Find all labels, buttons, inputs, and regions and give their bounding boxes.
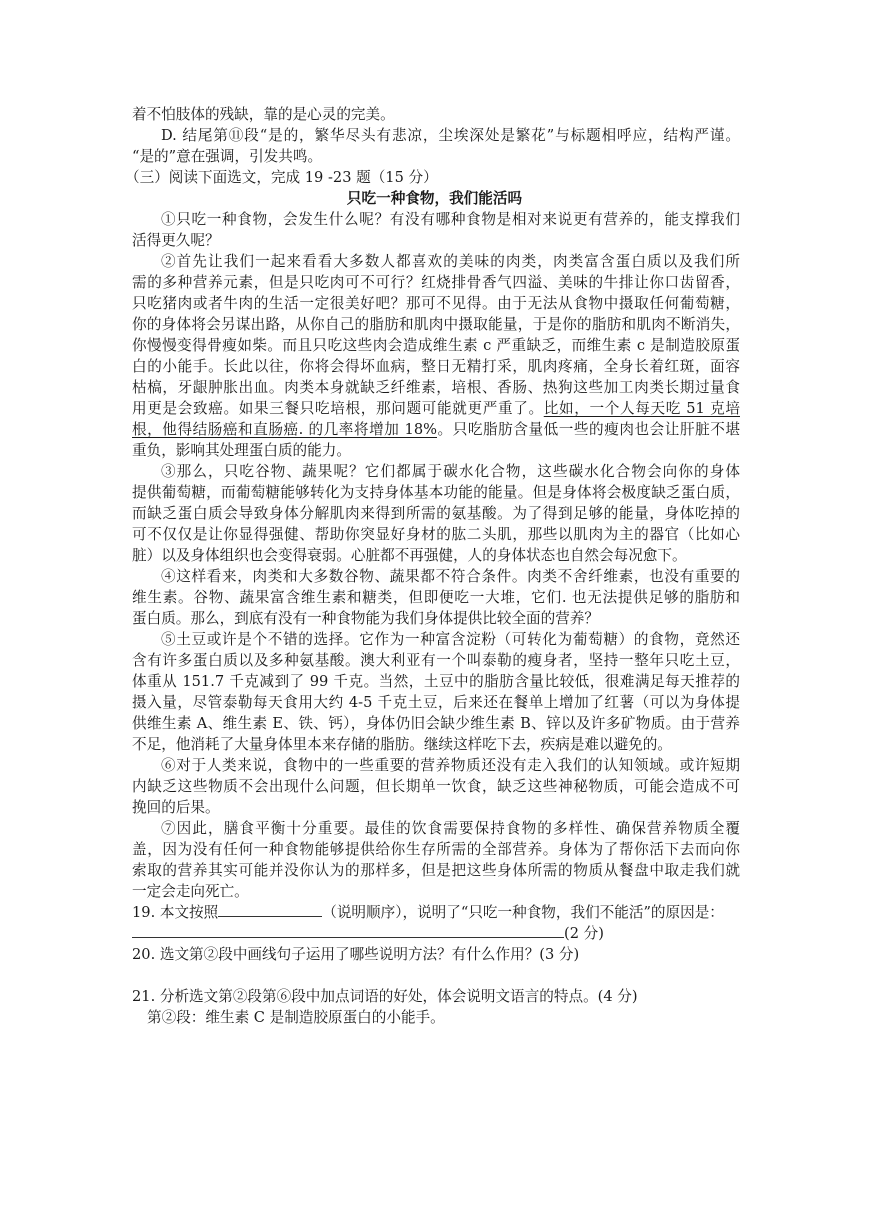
question-number-19: 19. 本文按照 bbox=[132, 904, 219, 921]
section-heading: （三）阅读下面选文，完成 19 -23 题（15 分） bbox=[125, 169, 438, 186]
paragraph-line: 索取的营养其实可能并没你认为的那样多，但是把这些身体所需的物质从餐盘中取走我们就 bbox=[132, 862, 740, 879]
underlined-sentence: 比如，一个人每天吃 51 克培 bbox=[543, 400, 740, 417]
question-score: (2 分) bbox=[564, 925, 604, 942]
paragraph-line: ①只吃一种食物，会发生什么呢？有没有哪种食物是相对来说更有营养的，能支撑我们 bbox=[161, 211, 740, 228]
answer-blank-reason[interactable] bbox=[132, 923, 564, 938]
paragraph-line: 蛋白质。那么，到底有没有一种食物能为我们身体提供比较全面的营养？ bbox=[132, 610, 600, 627]
question-19-line2 bbox=[132, 923, 740, 944]
paragraph-line: 一定会走向死亡。 bbox=[132, 883, 249, 900]
article-title: 只吃一种食物，我们能活吗 bbox=[346, 190, 523, 207]
paragraph-line: ③那么，只吃谷物、蔬果呢？它们都属于碳水化合物，这些碳水化合物会向你的身体 bbox=[161, 463, 740, 480]
paragraph-line: 活得更久呢？ bbox=[132, 232, 220, 249]
question-21-item: 第②段：维生素 C 是制造胶原蛋白的小能手。 bbox=[147, 1009, 445, 1026]
paragraph-line: 枯槁，牙龈肿胀出血。肉类本身就缺乏纤维素，培根、香肠、热狗这些加工肉类长期过量食 bbox=[132, 379, 740, 396]
paragraph-line: 内缺乏这些物质不会出现什么问题，但长期单一饮食，缺乏这些神秘物质，可能会造成不可 bbox=[132, 778, 740, 795]
paragraph-line: 而缺乏蛋白质会导致身体分解肌肉来得到所需的氨基酸。为了得到足够的能量，身体吃掉的 bbox=[132, 505, 740, 522]
question-19-line1 bbox=[132, 902, 740, 923]
paragraph-line: 白的小能手。长此以往，你将会得坏血病，整日无精打采，肌肉疼痛，全身长着红斑，面容 bbox=[132, 358, 740, 375]
option-d-line: D. 结尾第⑪段“是的，繁华尽头有悲凉，尘埃深处是繁花”与标题相呼应，结构严谨。 bbox=[161, 127, 740, 144]
question-text: （说明顺序），说明了“只吃一种食物，我们不能活”的原因是： bbox=[322, 904, 724, 921]
paragraph-line: 只吃猪肉或者牛肉的生活一定很美好吧？那可不见得。由于无法从食物中摄取任何葡萄糖， bbox=[132, 295, 740, 312]
paragraph-line: 脏）以及身体组织也会变得衰弱。心脏都不再强健，人的身体状态也自然会每况愈下。 bbox=[132, 547, 687, 564]
paragraph-line: 需的多种营养元素，但是只吃肉可不可行？红烧排骨香气四溢、美味的牛排让你口齿留香， bbox=[132, 274, 740, 291]
text-line: “是的”意在强调，引发共鸣。 bbox=[132, 148, 323, 165]
paragraph-line: 维生素。谷物、蔬果富含维生素和糖类，但即便吃一大堆，它们. 也无法提供足够的脂肪和 bbox=[132, 589, 740, 606]
paragraph-line: 供维生素 A、维生素 E、铁、钙），身体仍旧会缺少维生素 B、锌以及许多矿物质。由于营养 bbox=[132, 715, 740, 732]
text-line: 着不怕肢体的残缺，靠的是心灵的完美。 bbox=[132, 106, 395, 123]
paragraph-line bbox=[132, 398, 740, 419]
answer-blank-order[interactable] bbox=[218, 902, 322, 917]
question-20: 20. 选文第②段中画线句子运用了哪些说明方法？有什么作用？(3 分) bbox=[132, 946, 580, 963]
paragraph-line: 摄入量，尽管泰勒每天食用大约 4-5 千克土豆，后来还在餐单上增加了红薯（可以为身体提 bbox=[132, 694, 740, 711]
paragraph-line: 体重从 151.7 千克减到了 99 千克。当然，土豆中的脂肪含量比较低，很难满足每天推荐的 bbox=[132, 673, 740, 690]
underlined-sentence: 根，他得结肠癌和直肠癌. 的几率将增加 18% bbox=[132, 421, 437, 438]
paragraph-text: 。只吃脂肪含量低一些的瘦肉也会让肝脏不堪 bbox=[437, 421, 740, 438]
paragraph-line bbox=[132, 419, 740, 440]
paragraph-line: 你的身体将会另谋出路，从你自己的脂肪和肌肉中摄取能量，于是你的脂肪和肌肉不断消失， bbox=[132, 316, 740, 333]
paragraph-line: 含有许多蛋白质以及多种氨基酸。澳大利亚有一个叫泰勒的瘦身者，坚持一整年只吃土豆， bbox=[132, 652, 740, 669]
paragraph-text: 用更是会致癌。如果三餐只吃培根，那问题可能就更严重了。 bbox=[132, 400, 544, 417]
question-21: 21. 分析选文第②段第⑥段中加点词语的好处，体会说明文语言的特点。(4 分) bbox=[132, 988, 638, 1005]
paragraph-line: ②首先让我们一起来看看大多数人都喜欢的美味的肉类，肉类富含蛋白质以及我们所 bbox=[161, 253, 740, 270]
paragraph-line: 盖，因为没有任何一种食物能够提供给你生存所需的全部营养。身体为了帮你活下去而向你 bbox=[132, 841, 740, 858]
paragraph-line: ④这样看来，肉类和大多数谷物、蔬果都不符合条件。肉类不舍纤维素，也没有重要的 bbox=[161, 568, 740, 585]
paragraph-line: 不足，他消耗了大量身体里本来存储的脂肪。继续这样吃下去，疾病是难以避免的。 bbox=[132, 736, 672, 753]
paragraph-line: ⑦因此，膳食平衡十分重要。最佳的饮食需要保持食物的多样性、确保营养物质全覆 bbox=[161, 820, 740, 837]
paragraph-line: ⑤土豆或许是个不错的选择。它作为一种富含淀粉（可转化为葡萄糖）的食物，竟然还 bbox=[161, 631, 740, 648]
paragraph-line: 重负，影响其处理蛋白质的能力。 bbox=[132, 442, 351, 459]
paragraph-line: 你慢慢变得骨瘦如柴。而且只吃这些肉会造成维生素 c 严重缺乏，而维生素 c 是制造胶原蛋 bbox=[132, 337, 740, 354]
paragraph-line: ⑥对于人类来说，食物中的一些重要的营养物质还没有走入我们的认知领域。或许短期 bbox=[161, 757, 740, 774]
paragraph-line: 挽回的后果。 bbox=[132, 799, 220, 816]
paragraph-line: 提供葡萄糖，而葡萄糖能够转化为支持身体基本功能的能量。但是身体将会极度缺乏蛋白质， bbox=[132, 484, 740, 501]
paragraph-line: 可不仅仅是让你显得强健、帮助你突显好身材的肱二头肌，那些以肌肉为主的器官（比如心 bbox=[132, 526, 740, 543]
